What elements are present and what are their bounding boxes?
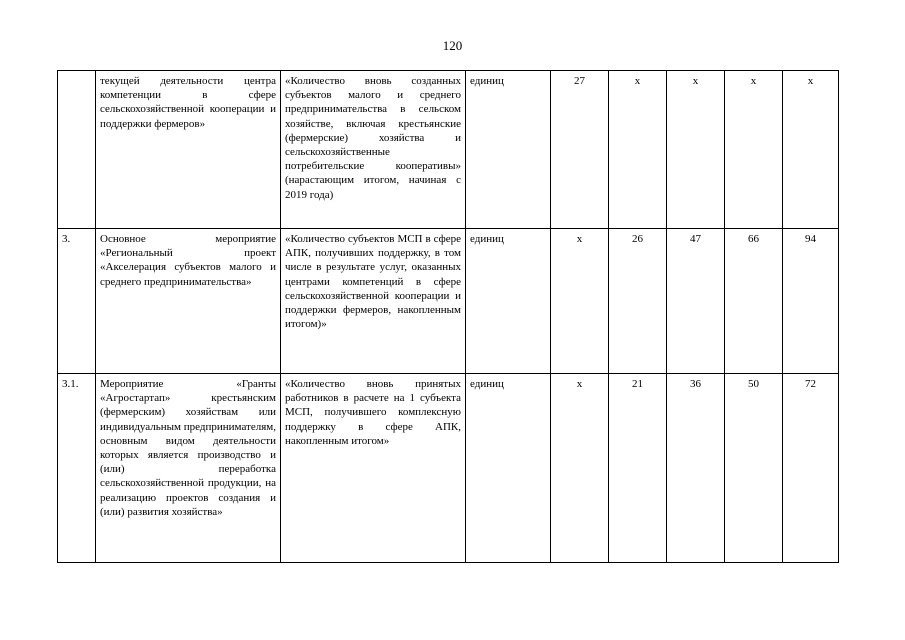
unit-cell: единиц xyxy=(466,374,551,563)
value-cell: 94 xyxy=(783,229,839,374)
event-name: текущей деятельности центра компетенции в сфере сельскохозяйственной кооперации и поддержки фермеров» xyxy=(96,71,281,229)
row-number: 3. xyxy=(58,229,96,374)
value-cell: 72 xyxy=(783,374,839,563)
value-cell: 47 xyxy=(667,229,725,374)
event-name: Основное мероприятие «Региональный проект «Акселерация субъектов малого и среднего предпринимательства» xyxy=(96,229,281,374)
unit-cell: единиц xyxy=(466,71,551,229)
page-number: 120 xyxy=(442,38,463,53)
table-row xyxy=(58,374,839,563)
event-name: Мероприятие «Гранты «Агростартап» крестьянским (фермерским) хозяйствам или индивидуальным предпринимателям, основным видом деятельности которых является производство и (или) переработка сельскохозяйственной продукции, на реализацию проектов создания и (или) развития хозяйства» xyxy=(96,374,281,563)
value-cell: х xyxy=(725,71,783,229)
value-cell: 50 xyxy=(725,374,783,563)
value-cell: 36 xyxy=(667,374,725,563)
unit-cell: единиц xyxy=(466,229,551,374)
value-cell: х xyxy=(783,71,839,229)
row-number xyxy=(58,71,96,229)
value-cell: х xyxy=(551,229,609,374)
value-cell: х xyxy=(551,374,609,563)
value-cell: х xyxy=(609,71,667,229)
value-cell: 21 xyxy=(609,374,667,563)
indicators-table xyxy=(57,70,839,563)
row-number: 3.1. xyxy=(58,374,96,563)
indicator-name: «Количество вновь принятых работников в расчете на 1 субъекта МСП, получившего комплексную поддержку в сфере АПК, накопленным итогом» xyxy=(281,374,466,563)
value-cell: 27 xyxy=(551,71,609,229)
value-cell: 26 xyxy=(609,229,667,374)
table-row xyxy=(58,229,839,374)
value-cell: 66 xyxy=(725,229,783,374)
value-cell: х xyxy=(667,71,725,229)
indicator-name: «Количество вновь созданных субъектов малого и среднего предпринимательства в сельском хозяйстве, включая крестьянские (фермерские) хозяйства и сельскохозяйственные потребительские кооперативы» (нарастающим итогом, начиная с 2019 года) xyxy=(281,71,466,229)
table-row xyxy=(58,71,839,229)
indicator-name: «Количество субъектов МСП в сфере АПК, получивших поддержку, в том числе в результате услуг, оказанных центрами компетенций в сфере сельскохозяйственной кооперации и поддержки фермеров, накопленным итогом)» xyxy=(281,229,466,374)
